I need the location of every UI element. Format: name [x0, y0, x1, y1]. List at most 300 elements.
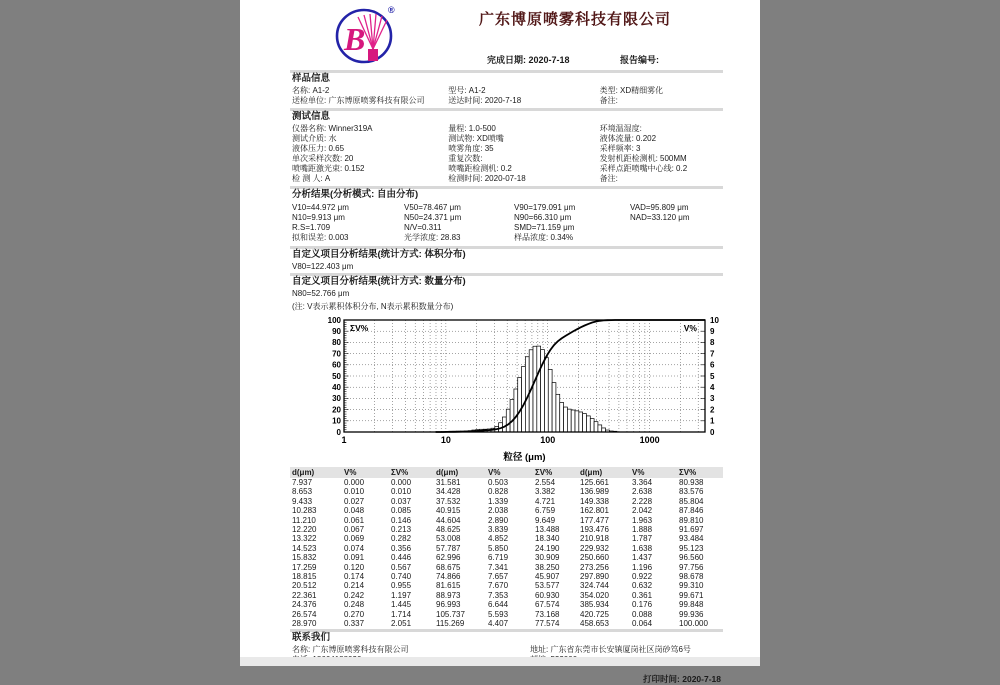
y-axis-left-label: 0	[337, 428, 342, 437]
table-cell: 38.250	[533, 563, 578, 572]
table-cell: 99.671	[677, 591, 723, 600]
table-cell: 1.197	[389, 591, 434, 600]
table-cell: 0.146	[389, 516, 434, 525]
table-cell: 14.523	[290, 544, 342, 553]
y-axis-left-label: 30	[332, 394, 341, 403]
table-header-row	[290, 467, 723, 478]
y-axis-right-label: 1	[710, 417, 715, 426]
field-value: A	[325, 174, 330, 183]
field-value: 0.202	[636, 134, 656, 143]
table-row	[290, 581, 723, 590]
field-value: XD精细雾化	[620, 86, 663, 95]
table-cell: 12.220	[290, 525, 342, 534]
table-cell: 18.815	[290, 572, 342, 581]
x-axis-title: 粒径 (μm)	[502, 451, 545, 463]
table-cell: 0.000	[389, 478, 434, 487]
table-cell: 4.852	[486, 534, 533, 543]
analysis-result-value: V90=179.091 μm	[514, 203, 630, 213]
test-info-row	[448, 174, 599, 184]
section-title-analysis-results: 分析结果(分析模式: 自由分布)	[290, 186, 723, 201]
table-cell: 22.361	[290, 591, 342, 600]
table-cell: 34.428	[434, 487, 486, 496]
table-cell: 4.407	[486, 619, 533, 628]
table-cell: 40.915	[434, 506, 486, 515]
test-info-row	[292, 174, 448, 184]
table-cell: 0.270	[342, 610, 389, 619]
analysis-result-value: 样品浓度: 0.34%	[514, 233, 630, 243]
table-cell: 115.269	[434, 619, 486, 628]
field-label: 重复次数:	[448, 154, 482, 163]
table-cell: 0.356	[389, 544, 434, 553]
table-cell: 229.932	[578, 544, 630, 553]
y-axis-right-label: 7	[710, 349, 715, 358]
analysis-result-value: VAD=95.809 μm	[630, 203, 725, 213]
histogram-bar	[575, 411, 579, 432]
table-cell: 420.725	[578, 610, 630, 619]
analysis-result-value: V10=44.972 μm	[292, 203, 404, 213]
table-cell: 2.051	[389, 619, 434, 628]
y-axis-right-label: 4	[710, 383, 715, 392]
table-cell: 100.000	[677, 619, 723, 628]
histogram-bar	[533, 346, 537, 432]
table-cell: 0.120	[342, 563, 389, 572]
histogram-bar	[586, 416, 590, 432]
y-axis-left-label: 100	[328, 316, 342, 325]
table-row	[290, 506, 723, 515]
nozzle-icon	[368, 49, 378, 61]
field-value: 0.2	[501, 164, 512, 173]
sample-info-row	[292, 96, 448, 106]
test-info-grid	[290, 123, 723, 186]
table-cell: 0.064	[630, 619, 677, 628]
table-cell: 80.938	[677, 478, 723, 487]
table-cell: 57.787	[434, 544, 486, 553]
analysis-result-value: 光学浓度: 28.83	[404, 233, 514, 243]
custom-volume-value: V80=122.403 μm	[290, 261, 723, 273]
histogram-bar	[548, 369, 552, 432]
y-axis-right-label: 8	[710, 338, 715, 347]
table-cell: 1.888	[630, 525, 677, 534]
table-cell: 81.615	[434, 581, 486, 590]
field-label: 名称:	[292, 645, 312, 654]
test-info-row	[600, 134, 723, 144]
table-cell: 0.091	[342, 553, 389, 562]
field-label: 送达时间:	[448, 96, 484, 105]
table-cell: 37.532	[434, 497, 486, 506]
field-label: 检测时间:	[448, 174, 484, 183]
table-cell: 53.008	[434, 534, 486, 543]
table-cell: 1.437	[630, 553, 677, 562]
table-cell: 0.069	[342, 534, 389, 543]
field-label: 测试介质:	[292, 134, 328, 143]
table-cell: 1.445	[389, 600, 434, 609]
field-label: 备注:	[600, 96, 618, 105]
table-cell: 2.228	[630, 497, 677, 506]
field-label: 型号:	[448, 86, 468, 95]
table-cell: 0.567	[389, 563, 434, 572]
table-cell: 0.248	[342, 600, 389, 609]
histogram-bar	[598, 425, 602, 432]
section-title-custom-number: 自定义项目分析结果(统计方式: 数量分布)	[290, 273, 723, 288]
histogram-bar	[594, 422, 598, 432]
histogram-bar	[583, 414, 587, 432]
analysis-result-value: V50=78.467 μm	[404, 203, 514, 213]
table-cell: 9.433	[290, 497, 342, 506]
field-value: 500MM	[660, 154, 687, 163]
y-axis-left-label: 20	[332, 405, 341, 414]
table-cell: 250.660	[578, 553, 630, 562]
table-cell: 8.653	[290, 487, 342, 496]
table-cell: 0.828	[486, 487, 533, 496]
report-number: 报告编号:	[620, 53, 659, 66]
field-value: 广东省东莞市长安镇厦岗社区岗砂笃6号	[550, 645, 690, 654]
field-value: 0.152	[344, 164, 364, 173]
table-cell: 17.259	[290, 563, 342, 572]
field-label: 单次采样次数:	[292, 154, 344, 163]
table-cell: 13.488	[533, 525, 578, 534]
table-column-header: V%	[486, 467, 533, 478]
table-cell: 98.678	[677, 572, 723, 581]
table-cell: 3.382	[533, 487, 578, 496]
test-info-row	[448, 124, 599, 134]
y-axis-left-label: 50	[332, 372, 341, 381]
table-cell: 24.376	[290, 600, 342, 609]
field-value: 广东博原喷雾科技有限公司	[312, 645, 408, 654]
table-cell: 30.909	[533, 553, 578, 562]
table-cell: 1.963	[630, 516, 677, 525]
table-cell: 10.283	[290, 506, 342, 515]
test-info-row	[292, 134, 448, 144]
sample-info-grid	[290, 85, 723, 108]
table-cell: 5.593	[486, 610, 533, 619]
table-cell: 0.067	[342, 525, 389, 534]
table-cell: 31.581	[434, 478, 486, 487]
table-cell: 0.922	[630, 572, 677, 581]
sample-info-row	[292, 86, 448, 96]
table-cell: 136.989	[578, 487, 630, 496]
x-axis-tick-label: 1	[341, 435, 346, 445]
field-value: 3	[636, 144, 640, 153]
field-label: 采样点距喷嘴中心线:	[600, 164, 676, 173]
table-cell: 273.256	[578, 563, 630, 572]
table-cell: 6.644	[486, 600, 533, 609]
distribution-note: (注: V表示累积体积分布, N表示累积数量分布)	[290, 300, 723, 312]
table-cell: 96.560	[677, 553, 723, 562]
table-row	[290, 600, 723, 609]
analysis-result-value: SMD=71.159 μm	[514, 223, 630, 233]
table-cell: 73.168	[533, 610, 578, 619]
field-value: 广东博原喷雾科技有限公司	[328, 96, 424, 105]
table-cell: 3.364	[630, 478, 677, 487]
field-value: 2020-07-18	[485, 174, 526, 183]
logo-letter: B	[343, 21, 365, 57]
right-axis-legend: V%	[684, 323, 698, 333]
y-axis-right-label: 5	[710, 372, 715, 381]
field-value: 1.0-500	[469, 124, 496, 133]
analysis-result-value: R.S=1.709	[292, 223, 404, 233]
table-row	[290, 534, 723, 543]
complete-date: 完成日期: 2020-7-18	[487, 53, 570, 66]
page-bottom-strip	[240, 657, 760, 666]
histogram-bar	[502, 417, 506, 432]
y-axis-right-label: 3	[710, 394, 715, 403]
test-info-row	[600, 124, 723, 134]
table-cell: 7.341	[486, 563, 533, 572]
table-column-header: ΣV%	[677, 467, 723, 478]
field-value: A1-2	[469, 86, 486, 95]
field-value: 20	[344, 154, 353, 163]
field-label: 喷嘴距激光束:	[292, 164, 344, 173]
table-cell: 105.737	[434, 610, 486, 619]
histogram-bar	[506, 409, 510, 432]
table-cell: 0.010	[342, 487, 389, 496]
sample-info-row	[448, 96, 599, 106]
report-content	[290, 0, 723, 685]
table-cell: 1.787	[630, 534, 677, 543]
table-cell: 0.446	[389, 553, 434, 562]
table-cell: 1.714	[389, 610, 434, 619]
field-label: 测试物:	[448, 134, 476, 143]
table-cell: 2.638	[630, 487, 677, 496]
table-cell: 1.339	[486, 497, 533, 506]
table-cell: 6.759	[533, 506, 578, 515]
y-axis-left-label: 70	[332, 349, 341, 358]
print-time: 打印时间: 2020-7-18	[290, 673, 723, 685]
table-cell: 91.697	[677, 525, 723, 534]
field-label: 液体流量:	[600, 134, 636, 143]
x-axis-tick-label: 10	[441, 435, 451, 445]
particle-size-chart-container	[318, 315, 723, 465]
section-title-sample-info: 样品信息	[290, 70, 723, 85]
table-cell: 458.653	[578, 619, 630, 628]
test-info-row	[292, 124, 448, 134]
field-value: A1-2	[312, 86, 329, 95]
table-cell: 5.850	[486, 544, 533, 553]
table-cell: 97.756	[677, 563, 723, 572]
custom-number-value: N80=52.766 μm	[290, 288, 723, 300]
y-axis-left-label: 60	[332, 361, 341, 370]
section-title-test-info: 测试信息	[290, 108, 723, 123]
sample-info-row	[448, 86, 599, 96]
histogram-bar	[522, 366, 526, 432]
table-cell: 0.337	[342, 619, 389, 628]
field-value: 2020-7-18	[485, 96, 521, 105]
test-info-row	[600, 154, 723, 164]
histogram-bar	[537, 346, 541, 432]
table-cell: 0.176	[630, 600, 677, 609]
table-cell: 9.649	[533, 516, 578, 525]
analysis-result-value: NAD=33.120 μm	[630, 213, 725, 223]
test-info-row	[448, 154, 599, 164]
table-cell: 44.604	[434, 516, 486, 525]
table-cell: 7.670	[486, 581, 533, 590]
field-value: 水	[328, 134, 336, 143]
table-column-header: d(μm)	[578, 467, 630, 478]
table-cell: 48.625	[434, 525, 486, 534]
report-header	[290, 0, 723, 70]
field-label: 环境温湿度:	[600, 124, 642, 133]
table-cell: 77.574	[533, 619, 578, 628]
table-column-header: V%	[630, 467, 677, 478]
analysis-result-value: N50=24.371 μm	[404, 213, 514, 223]
field-label: 量程:	[448, 124, 468, 133]
field-value: 0.65	[328, 144, 344, 153]
company-name: 广东博原喷雾科技有限公司	[410, 8, 740, 29]
table-cell: 85.804	[677, 497, 723, 506]
field-label: 仪器名称:	[292, 124, 328, 133]
table-cell: 99.310	[677, 581, 723, 590]
test-info-row	[448, 144, 599, 154]
table-row	[290, 563, 723, 572]
table-cell: 74.866	[434, 572, 486, 581]
table-cell: 6.719	[486, 553, 533, 562]
table-cell: 87.846	[677, 506, 723, 515]
table-cell: 0.740	[389, 572, 434, 581]
table-cell: 11.210	[290, 516, 342, 525]
table-cell: 20.512	[290, 581, 342, 590]
table-row	[290, 516, 723, 525]
table-cell: 149.338	[578, 497, 630, 506]
test-info-row	[292, 164, 448, 174]
table-cell: 7.937	[290, 478, 342, 487]
table-column-header: ΣV%	[389, 467, 434, 478]
table-cell: 13.322	[290, 534, 342, 543]
registered-mark-icon: ®	[388, 5, 395, 15]
histogram-bar	[510, 400, 514, 432]
analysis-result-value: 拟和误差: 0.003	[292, 233, 404, 243]
histogram-bar	[544, 358, 548, 432]
company-logo-icon	[334, 3, 398, 67]
field-label: 采样频率:	[600, 144, 636, 153]
field-label: 喷雾角度:	[448, 144, 484, 153]
table-cell: 0.061	[342, 516, 389, 525]
table-cell: 88.973	[434, 591, 486, 600]
histogram-bar	[514, 389, 518, 432]
table-cell: 60.930	[533, 591, 578, 600]
table-cell: 7.353	[486, 591, 533, 600]
analysis-result-value	[630, 223, 725, 233]
y-axis-right-label: 10	[710, 316, 719, 325]
y-axis-right-label: 2	[710, 405, 715, 414]
table-cell: 53.577	[533, 581, 578, 590]
table-cell: 67.574	[533, 600, 578, 609]
table-cell: 324.744	[578, 581, 630, 590]
histogram-bar	[518, 378, 522, 432]
table-cell: 96.993	[434, 600, 486, 609]
sample-info-row	[600, 96, 723, 106]
field-label: 发射机距检测机:	[600, 154, 660, 163]
field-label: 名称:	[292, 86, 312, 95]
field-label: 地址:	[530, 645, 550, 654]
test-info-row	[600, 144, 723, 154]
table-cell: 2.038	[486, 506, 533, 515]
x-axis-tick-label: 1000	[640, 435, 660, 445]
section-title-custom-volume: 自定义项目分析结果(统计方式: 体积分布)	[290, 246, 723, 261]
table-cell: 193.476	[578, 525, 630, 534]
table-cell: 0.632	[630, 581, 677, 590]
test-info-row	[292, 144, 448, 154]
table-row	[290, 553, 723, 562]
y-axis-left-label: 40	[332, 383, 341, 392]
table-cell: 68.675	[434, 563, 486, 572]
table-cell: 0.037	[389, 497, 434, 506]
table-cell: 0.074	[342, 544, 389, 553]
table-column-header: d(μm)	[290, 467, 342, 478]
field-label: 检 测 人:	[292, 174, 325, 183]
table-cell: 0.048	[342, 506, 389, 515]
table-cell: 0.088	[630, 610, 677, 619]
field-label: 送检单位:	[292, 96, 328, 105]
table-cell: 162.801	[578, 506, 630, 515]
contact-row	[292, 645, 530, 655]
table-cell: 125.661	[578, 478, 630, 487]
test-info-row	[600, 164, 723, 174]
test-info-row	[448, 164, 599, 174]
table-cell: 0.361	[630, 591, 677, 600]
table-cell: 0.000	[342, 478, 389, 487]
table-cell: 4.721	[533, 497, 578, 506]
test-info-row	[292, 154, 448, 164]
field-value: XD喷嘴	[477, 134, 504, 143]
table-cell: 15.832	[290, 553, 342, 562]
table-cell: 385.934	[578, 600, 630, 609]
analysis-result-value	[630, 233, 725, 243]
table-cell: 210.918	[578, 534, 630, 543]
table-cell: 1.638	[630, 544, 677, 553]
histogram-bar	[556, 394, 560, 432]
field-label: 喷嘴距检测机:	[448, 164, 500, 173]
field-label: 备注:	[600, 174, 618, 183]
test-info-row	[600, 174, 723, 184]
y-axis-left-label: 80	[332, 338, 341, 347]
table-cell: 26.574	[290, 610, 342, 619]
analysis-result-value: N/V=0.311	[404, 223, 514, 233]
table-cell: 2.554	[533, 478, 578, 487]
table-row	[290, 487, 723, 496]
table-row	[290, 525, 723, 534]
table-cell: 0.242	[342, 591, 389, 600]
table-cell: 24.190	[533, 544, 578, 553]
table-column-header: V%	[342, 467, 389, 478]
table-cell: 1.196	[630, 563, 677, 572]
table-cell: 3.839	[486, 525, 533, 534]
histogram-bar	[571, 410, 575, 432]
test-info-row	[448, 134, 599, 144]
x-axis-tick-label: 100	[540, 435, 555, 445]
distribution-data-table	[290, 467, 723, 629]
table-column-header: d(μm)	[434, 467, 486, 478]
analysis-result-value: N10=9.913 μm	[292, 213, 404, 223]
field-value: Winner319A	[328, 124, 372, 133]
table-column-header: ΣV%	[533, 467, 578, 478]
table-cell: 18.340	[533, 534, 578, 543]
table-cell: 93.484	[677, 534, 723, 543]
table-cell: 99.936	[677, 610, 723, 619]
table-cell: 0.955	[389, 581, 434, 590]
report-page	[240, 0, 760, 657]
table-cell: 99.848	[677, 600, 723, 609]
table-cell: 0.213	[389, 525, 434, 534]
section-title-contact: 联系我们	[290, 629, 723, 644]
table-row	[290, 497, 723, 506]
histogram-bar	[564, 407, 568, 432]
table-row	[290, 619, 723, 628]
table-cell: 0.085	[389, 506, 434, 515]
table-cell: 0.027	[342, 497, 389, 506]
y-axis-right-label: 0	[710, 428, 715, 437]
table-cell: 177.477	[578, 516, 630, 525]
table-cell: 45.907	[533, 572, 578, 581]
